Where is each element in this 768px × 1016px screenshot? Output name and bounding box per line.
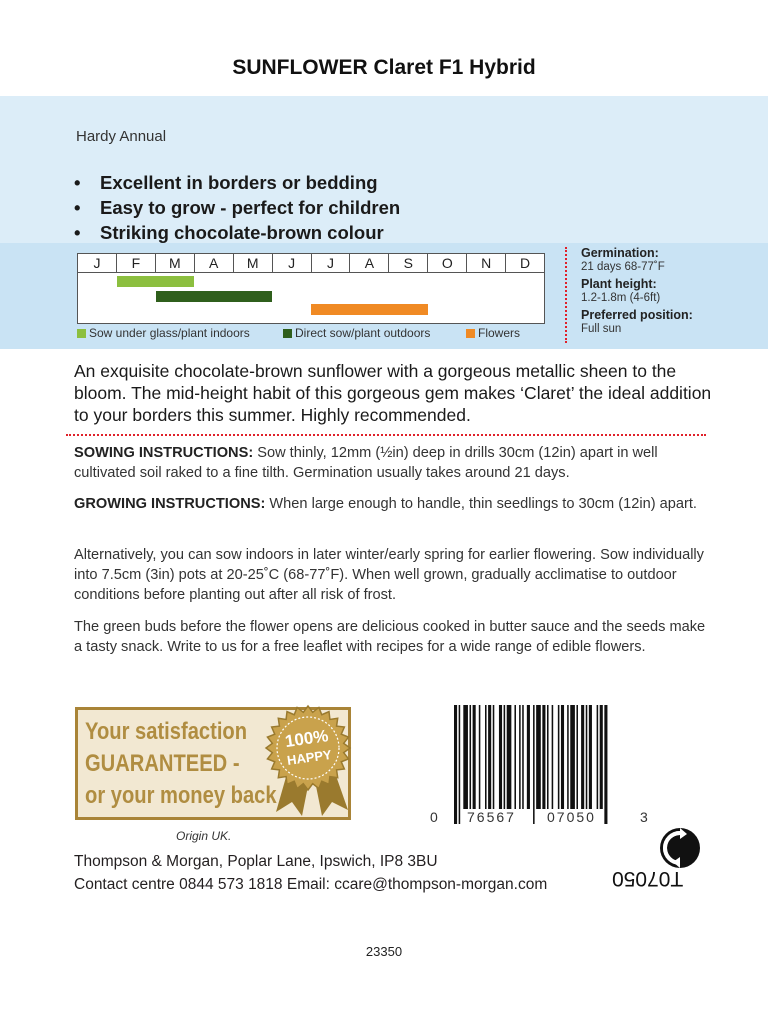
green-dot-recycle-icon	[659, 827, 701, 869]
height-label: Plant height:	[581, 277, 657, 291]
barcode-right-digits: 07050	[547, 809, 596, 825]
bullet-icon: •	[74, 197, 81, 218]
feature-list	[74, 170, 400, 245]
legend-item-indoors: Sow under glass/plant indoors	[77, 326, 250, 340]
sowing-heading: SOWING INSTRUCTIONS:	[74, 445, 254, 461]
barcode-bar	[504, 705, 506, 809]
happy-seal-icon	[258, 700, 358, 818]
feature-item: • Excellent in borders or bedding	[74, 172, 378, 193]
barcode-bar	[597, 705, 599, 809]
barcode-bar	[558, 705, 560, 809]
guarantee-line-2: GUARANTEED -	[85, 750, 240, 777]
barcode-bar	[589, 705, 592, 809]
barcode-check-digit: 3	[640, 809, 650, 825]
barcode-bar	[463, 705, 468, 809]
barcode-bar	[561, 705, 564, 809]
barcode-bar	[454, 705, 457, 824]
seal-percent: 100%	[283, 726, 330, 752]
barcode-bar	[522, 705, 524, 809]
barcode-bar	[493, 705, 495, 809]
legend-item-outdoors: Direct sow/plant outdoors	[283, 326, 430, 340]
height-value: 1.2-1.8m (4-6ft)	[581, 292, 661, 304]
barcode-bar	[533, 705, 535, 824]
barcode-bar	[514, 705, 516, 809]
calendar-month: A	[350, 254, 389, 272]
calendar-month: D	[520, 255, 531, 271]
barcode-left-digits: 76567	[467, 809, 516, 825]
barcode-bar	[600, 705, 603, 809]
barcode-bar	[567, 705, 569, 809]
calendar-months	[78, 254, 544, 273]
barcode-bar	[479, 705, 481, 809]
barcode-bar	[507, 705, 512, 809]
calendar-bar-indoors	[117, 276, 195, 287]
calendar-month: J	[312, 254, 351, 272]
position-value: Full sun	[581, 323, 622, 335]
barcode-bar	[459, 705, 461, 824]
origin-label: Origin UK.	[176, 829, 232, 843]
print-number: 23350	[365, 944, 403, 959]
legend-swatch	[466, 329, 475, 338]
barcode-bar	[576, 705, 578, 809]
seal-happy: HAPPY	[286, 746, 333, 768]
guarantee-line-3: or your money back	[85, 782, 277, 809]
calendar-month: M	[234, 254, 273, 272]
barcode-bar	[604, 705, 607, 824]
barcode-bar	[542, 705, 545, 809]
guarantee-line-1: Your satisfaction	[85, 718, 248, 745]
barcode-bar	[586, 705, 588, 809]
feature-item: • Striking chocolate-brown colour	[74, 222, 384, 243]
product-title: SUNFLOWER Claret F1 Hybrid	[232, 56, 536, 79]
contact-details: Contact centre 0844 573 1818 Email: ccare@thompson-morgan.com	[74, 876, 548, 893]
calendar-month: N	[467, 254, 506, 272]
barcode-bar	[547, 705, 549, 809]
barcode-bar	[527, 705, 530, 809]
barcode-bar	[552, 705, 554, 809]
section-divider	[66, 434, 706, 436]
legend-swatch	[77, 329, 86, 338]
feature-item: • Easy to grow - perfect for children	[74, 197, 401, 218]
calendar-month: S	[389, 254, 428, 272]
legend-item-flowers: Flowers	[466, 326, 520, 340]
barcode-bar	[499, 705, 502, 809]
product-description: An exquisite chocolate-brown sunflower with a gorgeous metallic sheen to the bloom. The mid-height habit of this gorgeous gem makes ‘Claret’ the ideal addition to your borders this summer. Highly recommended.	[74, 361, 712, 425]
product-code: T07050	[612, 867, 684, 890]
barcode-bar	[485, 705, 487, 809]
company-address: Thompson & Morgan, Poplar Lane, Ipswich, IP8 3BU	[74, 853, 438, 870]
barcode-bar	[488, 705, 491, 809]
edible-note: The green buds before the flower opens are delicious cooked in butter sauce and the seeds make a tasty snack. Write to us for a free leaflet with recipes for a wide range of edible flowers.	[74, 619, 706, 655]
bullet-icon: •	[74, 172, 81, 193]
calendar-month: J	[273, 254, 312, 272]
info-divider	[565, 247, 567, 343]
growing-heading: GROWING INSTRUCTIONS:	[74, 496, 266, 512]
barcode-bar	[473, 705, 476, 809]
calendar-month: O	[428, 254, 467, 272]
germination-value: 21 days 68-77˚F	[581, 261, 665, 273]
barcode-bar	[536, 705, 541, 809]
position-label: Preferred position:	[581, 308, 693, 322]
sowing-text: Sow thinly, 12mm (½in) deep in drills 30cm (12in) apart in well cultivated soil raked to a fine tilth. Germination usually takes around 21 days.	[74, 445, 658, 481]
calendar-month: J	[78, 254, 117, 272]
barcode-bar	[570, 705, 575, 809]
barcode-bar	[581, 705, 584, 809]
barcode-bar	[519, 705, 521, 809]
growing-text: When large enough to handle, thin seedlings to 30cm (12in) apart.	[265, 496, 697, 512]
bullet-icon: •	[74, 222, 81, 243]
calendar-legend	[77, 326, 545, 340]
calendar-month: F	[117, 254, 156, 272]
plant-type-label: Hardy Annual	[76, 128, 167, 145]
barcode	[442, 705, 638, 824]
calendar-month: M	[156, 254, 195, 272]
alternative-instructions: Alternatively, you can sow indoors in later winter/early spring for earlier flowering. Sow individually into 7.5cm (3in) pots at 20-25˚C (68-77˚F). When well grown, gradually acclimatise to outdoor conditions before planting out after all risk of frost.	[74, 547, 704, 603]
barcode-bar	[470, 705, 472, 809]
sowing-instructions	[74, 443, 706, 483]
calendar-month: A	[195, 254, 234, 272]
calendar-bar-flowers	[311, 304, 428, 315]
calendar-bar-outdoors	[156, 291, 273, 302]
barcode-lead-digit: 0	[430, 809, 440, 825]
growing-info	[581, 246, 761, 339]
growing-instructions	[74, 494, 706, 514]
legend-swatch	[283, 329, 292, 338]
sowing-calendar	[77, 253, 545, 324]
germination-label: Germination:	[581, 246, 659, 260]
